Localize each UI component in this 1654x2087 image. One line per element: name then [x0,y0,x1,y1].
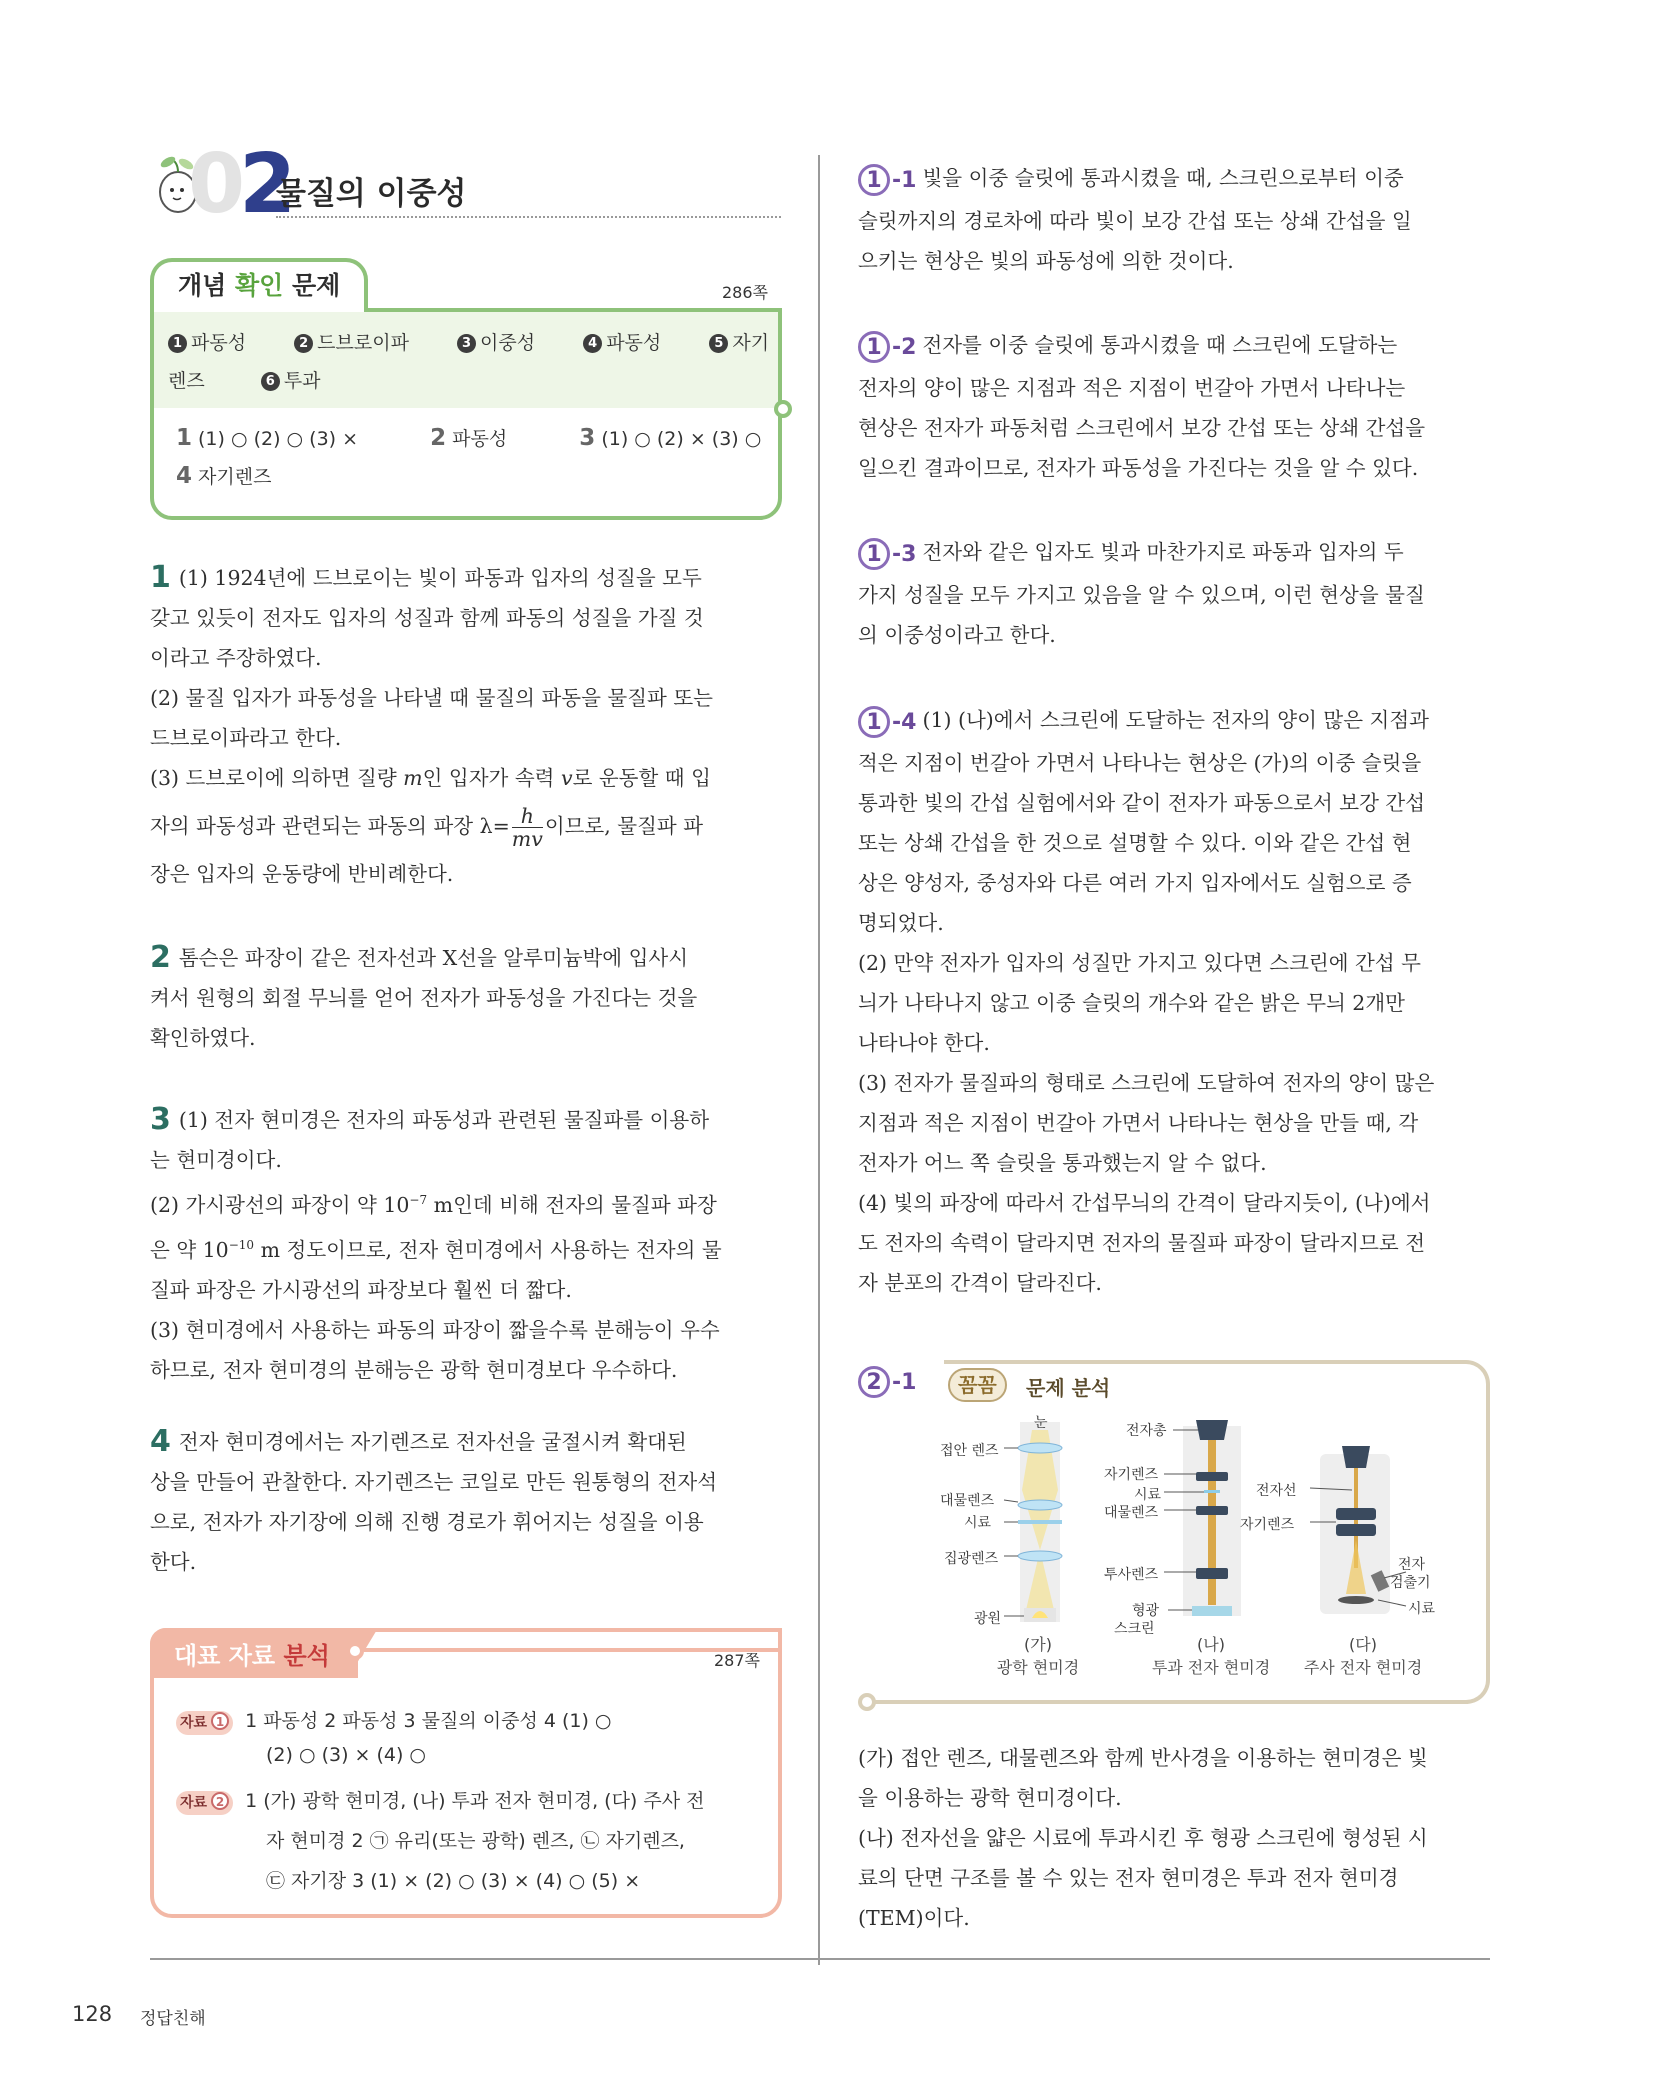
data-knob [346,1642,364,1660]
label-electron-gun: 전자총 [1126,1423,1167,1439]
blank-item: 4 파동성 [583,332,661,354]
answer-1-1: 1 -1 빛을 이중 슬릿에 통과시켰을 때, 스크린으로부터 이중 슬릿까지의 경로차에 따라 빛이 보강 간섭 또는 상쇄 간섭을 일 으키는 현상은 빛의 파동성에 의한 것이다. [858,158,1498,281]
label-sample-c: 시료 [1408,1601,1436,1617]
label-electron-beam: 전자선 [1256,1483,1297,1499]
page-number: 128 [72,2002,113,2026]
question-badge: 1 -4 [858,702,916,743]
concept-blanks-row1 [168,328,769,355]
blank-item: 5 자기 [709,332,769,354]
chapter-header [148,137,783,232]
concept-blanks-row2: 렌즈 6 투과 [168,370,321,392]
data-row-1b: (2) ○ (3) × (4) ○ [266,1744,427,1766]
answer-1-4: 1 -4 (1) (나)에서 스크린에 도달하는 전자의 양이 많은 지점과 적은 지점이 번갈아 가면서 나타나는 현상은 (가)의 이중 슬릿을 통과한 빛의 간섭 실험에서와 같이 전자가 파동으로서 보강 간섭 또는 상쇄 간섭을 한 것으로 설명할 수 있다. 이와 같은 간섭 현 상은 양성자, 중성자와 다른 여러 가지 입자에서도 실험으로 증 명되었다. (2) 만약 전자가 입자의 성질만 가지고 있다면 스크린에 간섭 무 늬가 나타나지 않고 이중 슬릿의 개수와 같은 밝은 무늬 2개만 나타나야 한다. (3) 전자가 물질파의 형태로 스크린에 도달하여 전자의 양이 많은 지점과 적은 지점이 번갈아 가면서 나타나는 현상을 만들 때, 각 전자가 어느 쪽 슬릿을 통과했는지 알 수 없다. (4) 빛의 파장에 따라서 간섭무늬의 간격이 달라지듯이, (나)에서 도 전자의 속력이 달라지면 전자의 물질파 파장이 달라지므로 전 자 분포의 간격이 달라진다. [858,700,1498,1303]
label-eye: 눈 [1034,1415,1048,1431]
concept-shade [154,312,778,408]
label-detector-1: 전자 [1398,1557,1426,1573]
analysis-bottom-line [870,1700,1468,1704]
label-detector-2: 검출기 [1390,1575,1431,1591]
data-page-ref: 287쪽 [714,1651,760,1670]
analysis-badge: 2 -1 [858,1366,922,1398]
answer-4: 4 전자 현미경에서는 자기렌즈로 전자선을 굴절시켜 확대된 상을 만들어 관찰한다. 자기렌즈는 코일로 만든 원통형의 전자석 으로, 전자가 자기장에 의해 진행 경로가 휘어지는 성질을 이용 한다. [150,1424,718,1574]
answer-2-1-explanation: (가) 접안 렌즈, 대물렌즈와 함께 반사경을 이용하는 현미경은 빛 을 이용하는 광학 현미경이다. (나) 전자선을 얇은 시료에 투과시킨 후 형광 스크린에 형성된 시 료의 단면 구조를 볼 수 있는 전자 현미경은 투과 전자 현미경 (TEM)이다. [858,1746,1428,1930]
caption-optical: (가) 광학 현미경 [996,1635,1080,1677]
footer-rule [150,1958,1490,1960]
data-analysis-box [150,1628,782,1918]
data-row-2b: 자 현미경 2 ㉠ 유리(또는 광학) 렌즈, ㉡ 자기렌즈, [266,1830,685,1852]
label-light-source: 광원 [974,1611,1002,1627]
answer-1: 1 (1) 1924년에 드브로이는 빛이 파동과 입자의 성질을 모두 갖고 있듯이 전자도 입자의 성질과 함께 파동의 성질을 가질 것 이라고 주장하였다. (2) 물질 입자가 파동성을 나타낼 때 물질의 파동을 물질파 또는 드브로이파라고 한다. (3) 드브로이에 의하면 질량 m인 입자가 속력 v로 운동할 때 입 자의 파동성과 관련되는 파동의 파장 λ= $\frac{h}{mv}$ 이므로, 물질파 파 장은 입자의 운동량에 반비례한다. [150,560,713,886]
footer-label: 정답친해 [140,2009,206,2029]
label-sample-a: 시료 [964,1515,992,1531]
answer-1-2: 1 -2 전자를 이중 슬릿에 통과시켰을 때 스크린에 도달하는 전자의 양이 많은 지점과 적은 지점이 번갈아 가면서 나타나는 현상은 전자가 파동처럼 스크린에서 보강 간섭 또는 상쇄 간섭을 일으킨 결과이므로, 전자가 파동성을 가진다는 것을 알 수 있다. [858,325,1498,488]
label-magnetic-lens: 자기렌즈 [1104,1467,1159,1483]
optical-microscope-figure [1004,1422,1062,1622]
label-eyepiece: 접안 렌즈 [940,1443,999,1459]
ggomggom-tag: 꼼꼼 [948,1368,1007,1402]
label-objective-b: 대물렌즈 [1104,1505,1159,1521]
label-condenser: 집광렌즈 [944,1551,999,1567]
label-sample-b: 시료 [1134,1487,1162,1503]
concept-knob [774,400,792,418]
caption-tem: (나) 투과 전자 현미경 [1151,1635,1271,1677]
microscope-analysis-box [858,1360,1490,1720]
concept-tab-title: 개념 확인 문제 [178,271,341,300]
chapter-number: 02 [188,137,291,232]
blank-item: 3 이중성 [457,332,535,354]
label-objective: 대물렌즈 [940,1493,995,1509]
answer-1-3: 1 -3 전자와 같은 입자도 빛과 마찬가지로 파동과 입자의 두 가지 성질을 모두 가지고 있음을 알 수 있으며, 이런 현상을 물질 의 이중성이라고 한다. [858,532,1498,655]
chapter-dotted-rule [276,216,781,218]
data-row-2c: ㉢ 자기장 3 (1) × (2) ○ (3) × (4) ○ (5) × [266,1870,641,1892]
concept-check-box [150,258,782,520]
jaryo-badge: 자료 1 [176,1711,233,1735]
chapter-title: 물질의 이중성 [276,176,467,212]
data-row-2: 자료 2 1 (가) 광학 현미경, (나) 투과 전자 현미경, (다) 주사 전 [176,1786,704,1815]
label-screen-2: 스크린 [1114,1621,1155,1637]
data-tab-title: 대표 자료 분석 [174,1642,330,1670]
data-row-1: 자료 1 1 파동성 2 파동성 3 물질의 이중성 4 (1) ○ [176,1706,612,1735]
concept-answers-row1: 1 (1) ○ (2) ○ (3) × 2 파동성 3 (1) ○ (2) × (3) ○ [176,425,762,451]
answer-3: 3 (1) 전자 현미경은 전자의 파동성과 관련된 물질파를 이용하 는 현미경이다. (2) 가시광선의 파장이 약 $10^{-7}$ m인데 비해 전자의 물질파 파장 은 약 $10^{-10}$ m 정도이므로, 전자 현미경에서 사용하는 전자의 물 질파 파장은 가시광선의 파장보다 훨씬 더 짧다. (3) 현미경에서 사용하는 파동의 파장이 짧을수록 분해능이 우수 하므로, 전자 현미경의 분해능은 광학 현미경보다 우수하다. [150,1102,722,1382]
blank-item: 6 투과 [261,370,321,392]
concept-page-ref: 286쪽 [722,283,768,302]
concept-answers-row2: 4 자기렌즈 [176,463,272,489]
label-screen-1: 형광 [1132,1603,1160,1619]
question-badge: 1 -2 [858,327,916,368]
jaryo-badge: 자료 2 [176,1791,233,1815]
caption-sem: (다) 주사 전자 현미경 [1303,1635,1423,1677]
wavelength-fraction: $\frac{h}{mv}$ [511,804,543,851]
tem-figure [1164,1420,1241,1616]
question-badge: 1 -3 [858,534,916,575]
analysis-title: 문제 분석 [1026,1376,1111,1400]
question-badge: 1 -1 [858,160,916,201]
label-projector-lens: 투사렌즈 [1104,1567,1159,1583]
blank-item: 1 파동성 [168,332,246,354]
column-divider [818,155,820,1965]
answer-2: 2 톰슨은 파장이 같은 전자선과 X선을 알루미늄박에 입사시 켜서 원형의 회절 무늬를 얻어 전자가 파동성을 가진다는 것을 확인하였다. [150,940,698,1050]
blank-item: 2 드브로이파 [294,332,409,354]
label-magnetic-lens-c: 자기렌즈 [1240,1517,1295,1533]
